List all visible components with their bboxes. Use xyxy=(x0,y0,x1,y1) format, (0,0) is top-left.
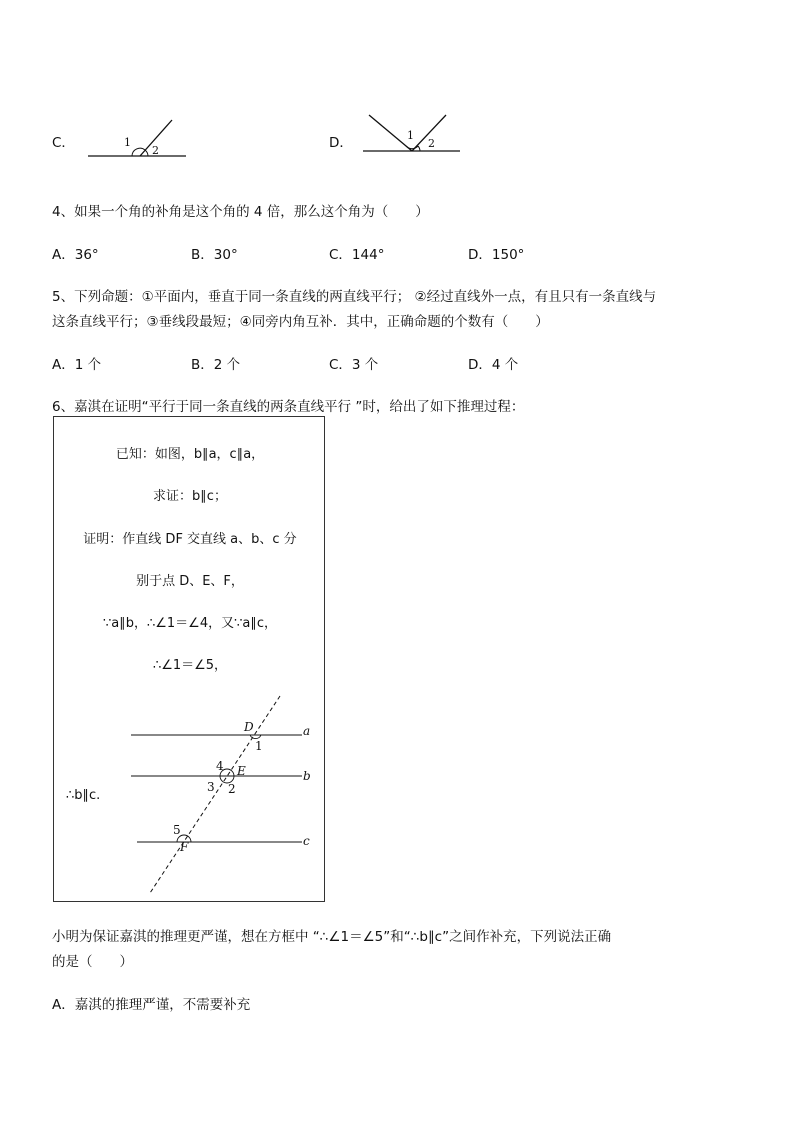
option-d-angle-figure xyxy=(360,110,464,156)
q5-option-b: B．2 个 xyxy=(191,357,241,373)
d-angle-2-label: 2 xyxy=(428,137,435,150)
parallel-lines-diagram xyxy=(54,417,326,903)
q6-option-a: A．嘉淇的推理严谨，不需要补充 xyxy=(52,997,251,1013)
option-c-angle-figure xyxy=(84,114,190,160)
label-a: a xyxy=(303,724,311,738)
q6-followup-line1: 小明为保证嘉淇的推理更严谨，想在方框中 “∴∠1＝∠5”和“∴b∥c”之间作补充，下列说法正确 xyxy=(52,929,612,945)
q5-option-a: A．1 个 xyxy=(52,357,102,373)
q6-stem: 6、嘉淇在证明“平行于同一条直线的两条直线平行 ”时，给出了如下推理过程： xyxy=(52,399,525,415)
label-angle-1: 1 xyxy=(255,739,263,753)
proof-to-prove: 求证：b∥c； xyxy=(153,489,227,504)
proof-given: 已知：如图，b∥a，c∥a， xyxy=(115,447,265,462)
transversal-df xyxy=(150,696,280,893)
label-c: c xyxy=(303,834,310,848)
q5-option-c: C．3 个 xyxy=(329,357,379,373)
option-d-label: D． xyxy=(329,135,353,151)
q5-stem-line2: 这条直线平行；③垂线段最短；④同旁内角互补．其中，正确命题的个数有（ ） xyxy=(52,314,549,330)
label-angle-5: 5 xyxy=(173,823,181,837)
q4-option-a: A．36° xyxy=(52,247,99,263)
proof-line-3: ∵a∥b，∴∠1＝∠4，又∵a∥c， xyxy=(103,616,277,631)
label-angle-4: 4 xyxy=(216,759,224,773)
label-b: b xyxy=(303,769,311,783)
proof-conclusion: ∴b∥c. xyxy=(66,788,101,803)
c-angle-1-label: 1 xyxy=(124,136,131,149)
c-angle-2-label: 2 xyxy=(152,144,159,157)
q4-option-c: C．144° xyxy=(329,247,385,263)
label-angle-2: 2 xyxy=(228,782,236,796)
label-F: F xyxy=(180,840,189,854)
q5-option-d: D．4 个 xyxy=(468,357,519,373)
option-c-label: C． xyxy=(52,135,75,151)
label-E: E xyxy=(237,764,246,778)
proof-line-2: 别于点 D、E、F， xyxy=(136,574,244,589)
proof-line-4: ∴∠1＝∠5， xyxy=(152,658,228,673)
q4-option-b: B．30° xyxy=(191,247,238,263)
proof-box xyxy=(53,416,325,902)
label-angle-3: 3 xyxy=(207,780,215,794)
label-D: D xyxy=(244,720,254,734)
q6-followup-line2: 的是（ ） xyxy=(52,954,133,970)
d-angle-1-label: 1 xyxy=(407,129,414,142)
q4-stem: 4、如果一个角的补角是这个角的 4 倍，那么这个角为（ ） xyxy=(52,204,429,220)
q4-option-d: D．150° xyxy=(468,247,525,263)
q5-stem-line1: 5、下列命题：①平面内，垂直于同一条直线的两直线平行； ②经过直线外一点，有且只有一条直线与 xyxy=(52,289,657,305)
proof-line-1: 证明：作直线 DF 交直线 a、b、c 分 xyxy=(83,532,297,547)
